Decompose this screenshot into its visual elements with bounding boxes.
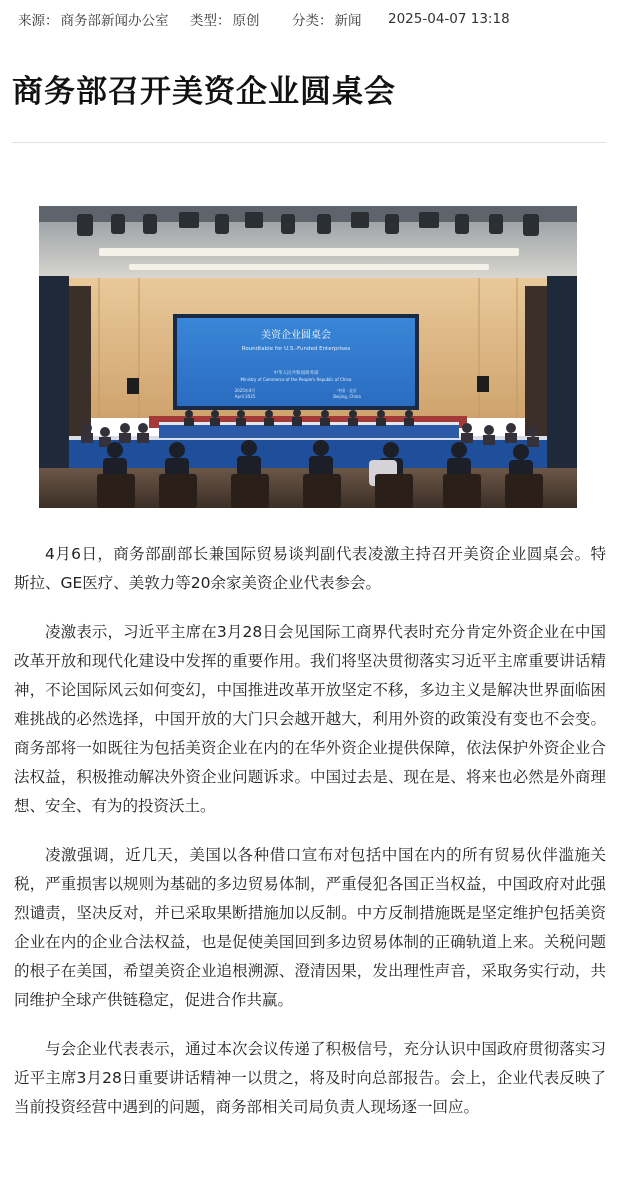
photo-screen-org-en: Ministry of Commerce of the People's Republic of China: [240, 377, 352, 382]
article-meta-bar: [0, 0, 618, 38]
title-divider: [12, 142, 606, 143]
photo-screen-org-cn: 中华人民共和国商务部: [273, 371, 319, 376]
photo-screen-date-en: April 2025: [234, 394, 256, 399]
photo-screen-title-en: Roundtable for U.S.-Funded Enterprises: [241, 346, 351, 352]
article-paragraph-3: 凌激强调，近几天，美国以各种借口宣布对包括中国在内的所有贸易伙伴滥施关税，严重损害以规则为基础的多边贸易体制，严重侵犯各国正当权益，中国政府对此强烈谴责，坚决反对，并已采取果断措施加以反制。中方反制措施既是坚定维护包括美资企业在内的企业合法权益，也是促使美国回到多边贸易体制的正确轨道上来。关税问题的根子在美国，希望美资企业追根溯源、澄清因果，发出理性声音，采取务实行动，共同维护全球产供链稳定，促进合作共赢。: [14, 846, 606, 1009]
photo-screen-title-cn: 美资企业圆桌会: [261, 330, 331, 341]
article-paragraph-4: 与会企业代表表示，通过本次会议传递了积极信号，充分认识中国政府贯彻落实习近平主席3月28日重要讲话精神一以贯之，将及时向总部报告。会上，企业代表反映了当前投资经营中遇到的问题，商务部相关司局负责人现场逐一回应。: [14, 1040, 606, 1116]
photo-screen-place-cn: 中国 · 北京: [337, 388, 357, 393]
photo-screen-date-cn: 2025年4月: [234, 388, 256, 393]
photo-screen-place-en: Beijing, China: [333, 394, 361, 399]
meta-type: [190, 9, 292, 29]
article-body: [14, 540, 606, 1142]
meta-source-value: 商务部新闻办公室: [60, 13, 169, 29]
meta-source-label: 来源：: [18, 13, 59, 29]
meta-category-label: 分类：: [292, 13, 333, 29]
meta-type-label: 类型：: [190, 13, 231, 29]
article-photo: [39, 206, 577, 508]
article-title: 商务部召开美资企业圆桌会: [12, 74, 396, 110]
meta-source: [18, 9, 190, 29]
article-paragraph-2: 凌激表示，习近平主席在3月28日会见国际工商界代表时充分肯定外资企业在中国改革开放和现代化建设中发挥的重要作用。我们将坚决贯彻落实习近平主席重要讲话精神，不论国际风云如何变幻，中国推进改革开放坚定不移，多边主义是解决世界面临困难挑战的必然选择，中国开放的大门只会越开越大，利用外资的政策没有变也不会变。商务部将一如既往为包括美资企业在内的在华外资企业提供保障，依法保护外资企业合法权益，积极推动解决外资企业问题诉求。中国过去是、现在是、将来也必然是外商理想、安全、有为的投资沃土。: [14, 623, 606, 815]
article-paragraph-1: 4月6日，商务部副部长兼国际贸易谈判副代表凌激主持召开美资企业圆桌会。特斯拉、GE医疗、美敦力等20余家美资企业代表参会。: [14, 545, 606, 592]
meta-datetime: 2025-04-07 13:18: [388, 11, 510, 27]
meta-type-value: 原创: [232, 13, 260, 29]
meta-category: [292, 9, 388, 29]
meta-category-value: 新闻: [334, 13, 362, 29]
